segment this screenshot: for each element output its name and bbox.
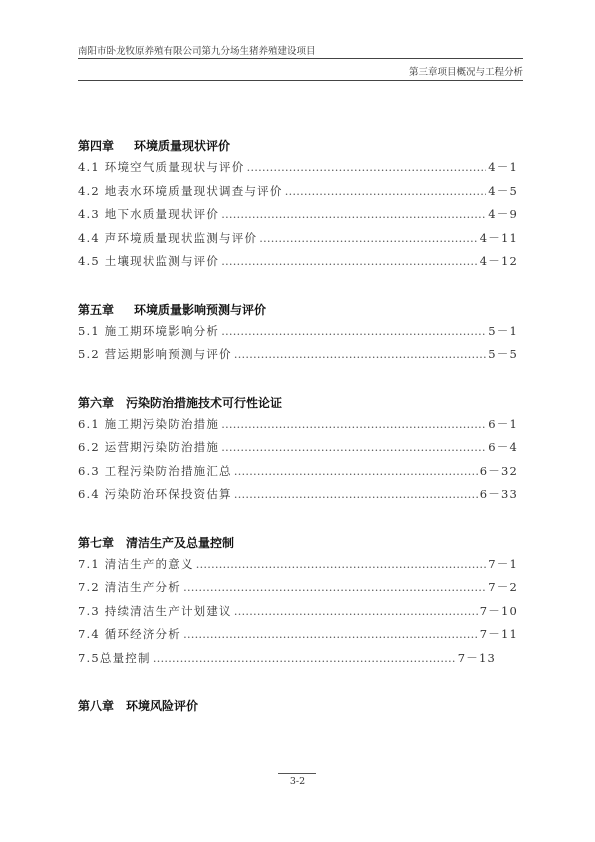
section-gap [78,507,518,533]
toc-chapter-5 [78,300,518,320]
entry-number: 7.5 [78,650,100,665]
toc-entry-5-2[interactable] [78,343,518,367]
entry-page: 7－10 [479,603,518,618]
leader-dots [196,553,487,577]
entry-page: 4－12 [479,254,518,268]
header-project-title: 南阳市卧龙牧原养殖有限公司第九分场生猪养殖建设项目 [78,46,316,57]
section-gap [78,367,518,393]
header-rule [78,58,523,59]
entry-title: 土壤现状监测与评价 [104,254,220,268]
leader-dots [221,203,486,227]
leader-dots [234,460,478,484]
toc-entry-4-3[interactable] [78,203,518,227]
entry-page: 7－13 [457,650,496,665]
toc-entry-4-2[interactable] [78,180,518,204]
entry-number: 7.3 [78,603,100,618]
chapter-number: 第八章 [78,699,115,713]
entry-page: 5－5 [488,347,518,361]
entry-number: 6.3 [78,463,100,478]
entry-number: 4.3 [78,207,100,221]
entry-page: 4－1 [488,160,518,174]
toc-entry-7-3[interactable] [78,600,518,624]
entry-number: 7.1 [78,556,100,571]
entry-title: 运营期污染防治措施 [104,440,220,454]
entry-title: 声环境质量现状监测与评价 [104,230,258,245]
entry-number: 4.5 [78,254,100,268]
entry-number: 4.2 [78,183,100,198]
entry-page: 7－1 [488,556,518,571]
entry-title: 持续清洁生产计划建议 [104,603,232,618]
entry-number: 5.2 [78,347,100,361]
toc-entry-7-4[interactable] [78,623,518,647]
toc-entry-4-1[interactable] [78,156,518,180]
entry-title: 工程污染防治措施汇总 [104,463,232,478]
entry-page: 6－32 [479,463,518,478]
toc-entry-6-4[interactable] [78,483,518,507]
entry-title: 污染防治环保投资估算 [104,487,232,501]
leader-dots [259,227,478,251]
entry-title: 清洁生产的意义 [104,556,194,571]
toc-entry-4-5[interactable] [78,250,518,274]
entry-page: 6－1 [488,416,518,431]
section-gap [78,274,518,300]
leader-dots [221,436,486,460]
leader-dots [234,343,487,367]
entry-number: 7.4 [78,627,100,641]
table-of-contents [78,136,518,716]
leader-dots [183,576,486,600]
leader-dots [246,156,486,180]
entry-title: 施工期环境影响分析 [104,323,220,338]
toc-entry-5-1[interactable] [78,320,518,344]
leader-dots [183,623,478,647]
toc-chapter-7 [78,533,518,553]
entry-page: 6－4 [488,440,518,454]
entry-page: 6－33 [479,487,518,501]
toc-entry-4-4[interactable] [78,227,518,251]
entry-title: 营运期影响预测与评价 [104,347,232,361]
toc-chapter-8 [78,696,518,716]
header-rule-lower [78,80,523,81]
toc-chapter-4 [78,136,518,156]
toc-entry-6-2[interactable] [78,436,518,460]
chapter-title: 环境风险评价 [126,699,199,713]
leader-dots [153,647,456,671]
entry-title: 施工期污染防治措施 [104,416,220,431]
leader-dots [221,250,478,274]
toc-entry-7-1[interactable] [78,553,518,577]
toc-chapter-6 [78,393,518,413]
toc-entry-7-5[interactable] [78,647,496,671]
entry-number: 7.2 [78,580,100,594]
leader-dots [234,600,478,624]
entry-page: 4－11 [479,230,518,245]
leader-dots [221,320,486,344]
chapter-number: 第七章 [78,535,115,550]
leader-dots [285,180,487,204]
entry-page: 4－9 [488,207,518,221]
entry-title: 环境空气质量现状与评价 [104,160,245,174]
page-number: 3-2 [289,776,306,787]
leader-dots [221,413,486,437]
chapter-number: 第六章 [78,395,115,410]
entry-number: 5.1 [78,323,100,338]
entry-number: 6.4 [78,487,100,501]
entry-number: 4.1 [78,160,100,174]
entry-number: 6.1 [78,416,100,431]
entry-page: 4－5 [488,183,518,198]
entry-title: 清洁生产分析 [104,580,181,594]
header-chapter-title: 第三章项目概况与工程分析 [408,67,523,78]
toc-entry-6-3[interactable] [78,460,518,484]
footer-rule [278,773,316,774]
chapter-title: 污染防治措施技术可行性论证 [126,395,283,410]
leader-dots [234,483,478,507]
entry-title: 总量控制 [99,650,151,665]
entry-title: 地下水质量现状评价 [104,207,220,221]
entry-number: 4.4 [78,230,100,245]
chapter-number: 第四章 [78,139,115,153]
entry-page: 7－2 [488,580,518,594]
toc-entry-6-1[interactable] [78,413,518,437]
entry-page: 7－11 [479,627,518,641]
chapter-title: 环境质量现状评价 [134,139,231,153]
chapter-number: 第五章 [78,302,115,317]
entry-number: 6.2 [78,440,100,454]
entry-title: 循环经济分析 [104,627,181,641]
section-gap [78,670,518,696]
entry-title: 地表水环境质量现状调查与评价 [104,183,283,198]
chapter-title: 清洁生产及总量控制 [126,535,235,550]
chapter-title: 环境质量影响预测与评价 [134,302,267,317]
toc-entry-7-2[interactable] [78,576,518,600]
entry-page: 5－1 [488,323,518,338]
